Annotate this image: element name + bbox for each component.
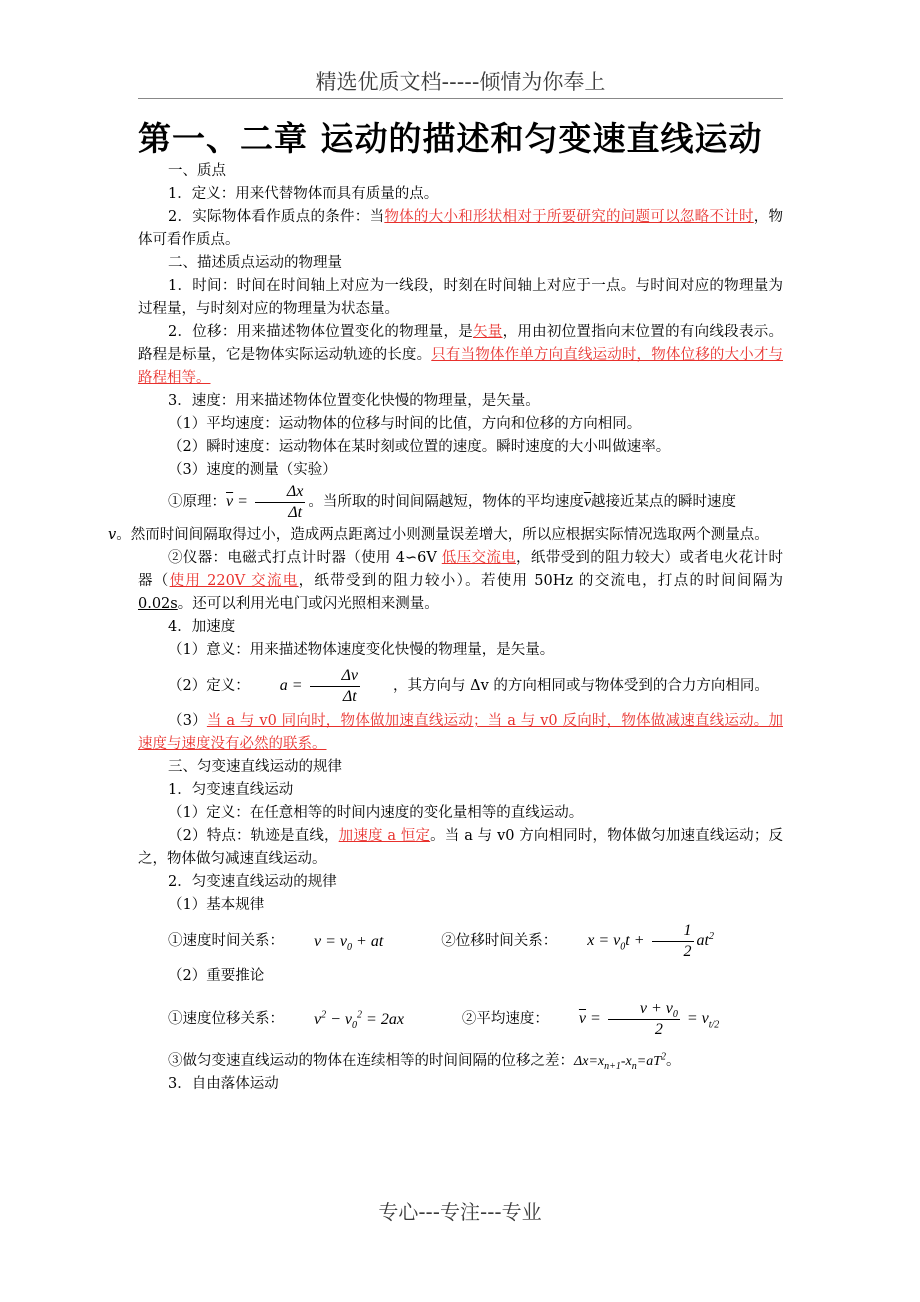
paragraph: （2）瞬时速度：运动物体在某时刻或位置的速度。瞬时速度的大小叫做速率。 bbox=[168, 439, 671, 455]
highlight-text: 当 a 与 v0 同向时，物体做加速直线运动；当 a 与 v0 反向时，物体做减速直线运动。加速度与速度没有必然的联系。 bbox=[138, 713, 783, 752]
highlight-text: 使用 220V 交流电 bbox=[169, 573, 299, 589]
underlined-text: 0.02s bbox=[138, 596, 178, 612]
formula-displacement-time: $x = v_0t$ + $\frac{1}{2}$ $at^2$ bbox=[587, 921, 714, 960]
formula-velocity-time: $v = v_0$ + at bbox=[314, 932, 384, 953]
paragraph: 1．匀变速直线运动 bbox=[168, 782, 294, 798]
paragraph: （3）速度的测量（实验） bbox=[168, 462, 337, 478]
section-heading: 一、质点 bbox=[168, 163, 226, 179]
formula-acceleration: a = $\frac{\Delta v}{\Delta t}$ bbox=[279, 666, 359, 705]
page-header: 精选优质文档-----倾情为你奉上 bbox=[315, 70, 606, 94]
acceleration-definition: （2）定义： a = $\frac{\Delta v}{\Delta t}$ ，其方向与 Δv 的方向相同或与物体受到的合力方向相同。 bbox=[168, 666, 769, 705]
paragraph: （2）特点：轨迹是直线，加速度 a 恒定。当 a 与 v0 方向相同时，物体做匀加速直线运动；反之，物体做匀减速直线运动。 bbox=[138, 828, 783, 867]
paragraph: 1．时间：时间在时间轴上对应为一线段，时刻在时间轴上对应于一点。与时间对应的物理量为过程量，与时刻对应的物理量为状态量。 bbox=[138, 278, 783, 317]
inference-formulas: ①速度位移关系： $v^2 - v_0^2 = 2ax$ ②平均速度： $\overline{v}$ = $\frac{v + v_0}{2}$ = $v_{t/2}$ bbox=[168, 999, 720, 1038]
paragraph: （2）重要推论 bbox=[168, 968, 265, 984]
highlight-text: 加速度 a 恒定 bbox=[338, 828, 431, 844]
paragraph: （1）定义：在任意相等的时间内速度的变化量相等的直线运动。 bbox=[168, 805, 584, 821]
paragraph: 3．自由落体运动 bbox=[168, 1076, 279, 1092]
paragraph: 4．加速度 bbox=[168, 619, 236, 635]
highlight-text: 只有当物体作单方向直线运动时，物体位移的大小才与路程相等。 bbox=[138, 347, 784, 386]
chapter-title: 第一、二章 运动的描述和匀变速直线运动 bbox=[138, 119, 763, 158]
page-footer: 专心---专注---专业 bbox=[378, 1200, 542, 1224]
paragraph: （1）意义：用来描述物体速度变化快慢的物理量，是矢量。 bbox=[168, 642, 555, 658]
paragraph: （1）基本规律 bbox=[168, 897, 265, 913]
header-divider bbox=[138, 98, 783, 99]
paragraph: （3）当 a 与 v0 同向时，物体做加速直线运动；当 a 与 v0 反向时，物体做减速直线运动。加速度与速度没有必然的联系。 bbox=[138, 713, 783, 752]
formula-avg-velocity: $\overline{v}$ = $\frac{\Delta x}{\Delta t}$ bbox=[226, 483, 304, 521]
highlight-text: 物体的大小和形状相对于所要研究的问题可以忽略不计时 bbox=[384, 209, 754, 225]
section-heading: 二、描述质点运动的物理量 bbox=[168, 255, 342, 271]
paragraph: ③做匀变速直线运动的物体在连续相等的时间间隔的位移之差：$\Delta x=x_{n+1}-x_n=aT^2$。 bbox=[168, 1051, 681, 1072]
paragraph: 2．实际物体看作质点的条件：当物体的大小和形状相对于所要研究的问题可以忽略不计时，物体可看作质点。 bbox=[138, 209, 784, 248]
formula-velocity-displacement: $v^2 - v_0^2 = 2ax$ bbox=[314, 1009, 404, 1031]
principle-paragraph: ①原理：$\overline{v}$ = $\frac{\Delta x}{\Delta t}$ 。当所取的时间间隔越短，物体的平均速度$\overline{v}$越接近某点的瞬时速度 v。然而时间间隔取得过小，造成两点距离过小则测量误差增大，所以应根据实际情况选取两个测量点。 bbox=[108, 483, 769, 543]
paragraph: 1．定义：用来代替物体而具有质量的点。 bbox=[168, 186, 439, 202]
paragraph: ②仪器：电磁式打点计时器（使用 4∽6V 低压交流电，纸带受到的阻力较大）或者电火花计时器（使用 220V 交流电，纸带受到的阻力较小）。若使用 50Hz 的交流电，打点的时间间隔为 0.02s。还可以利用光电门或闪光照相来测量。 bbox=[138, 550, 784, 612]
basic-laws-formulas: ①速度时间关系： $v = v_0$ + at ②位移时间关系： $x = v_0t$ + $\frac{1}{2}$ $at^2$ bbox=[168, 921, 714, 960]
paragraph: 2．匀变速直线运动的规律 bbox=[168, 874, 337, 890]
paragraph: 2．位移：用来描述物体位置变化的物理量，是矢量，用由初位置指向末位置的有向线段表示。路程是标量，它是物体实际运动轨迹的长度。只有当物体作单方向直线运动时，物体位移的大小才与路程相等。 bbox=[138, 324, 784, 386]
formula-average-velocity: $\overline{v}$ = $\frac{v + v_0}{2}$ = $v_{t/2}$ bbox=[578, 999, 720, 1038]
document-body bbox=[108, 160, 784, 1096]
paragraph: （1）平均速度：运动物体的位移与时间的比值，方向和位移的方向相同。 bbox=[168, 416, 642, 432]
highlight-text: 低压交流电 bbox=[441, 550, 517, 566]
paragraph: 3．速度：用来描述物体位置变化快慢的物理量，是矢量。 bbox=[168, 393, 540, 409]
highlight-text: 矢量 bbox=[473, 324, 503, 340]
section-heading: 三、匀变速直线运动的规律 bbox=[168, 759, 342, 775]
formula-displacement-difference: $\Delta x=x_{n+1}-x_n=aT^2$ bbox=[574, 1051, 666, 1072]
